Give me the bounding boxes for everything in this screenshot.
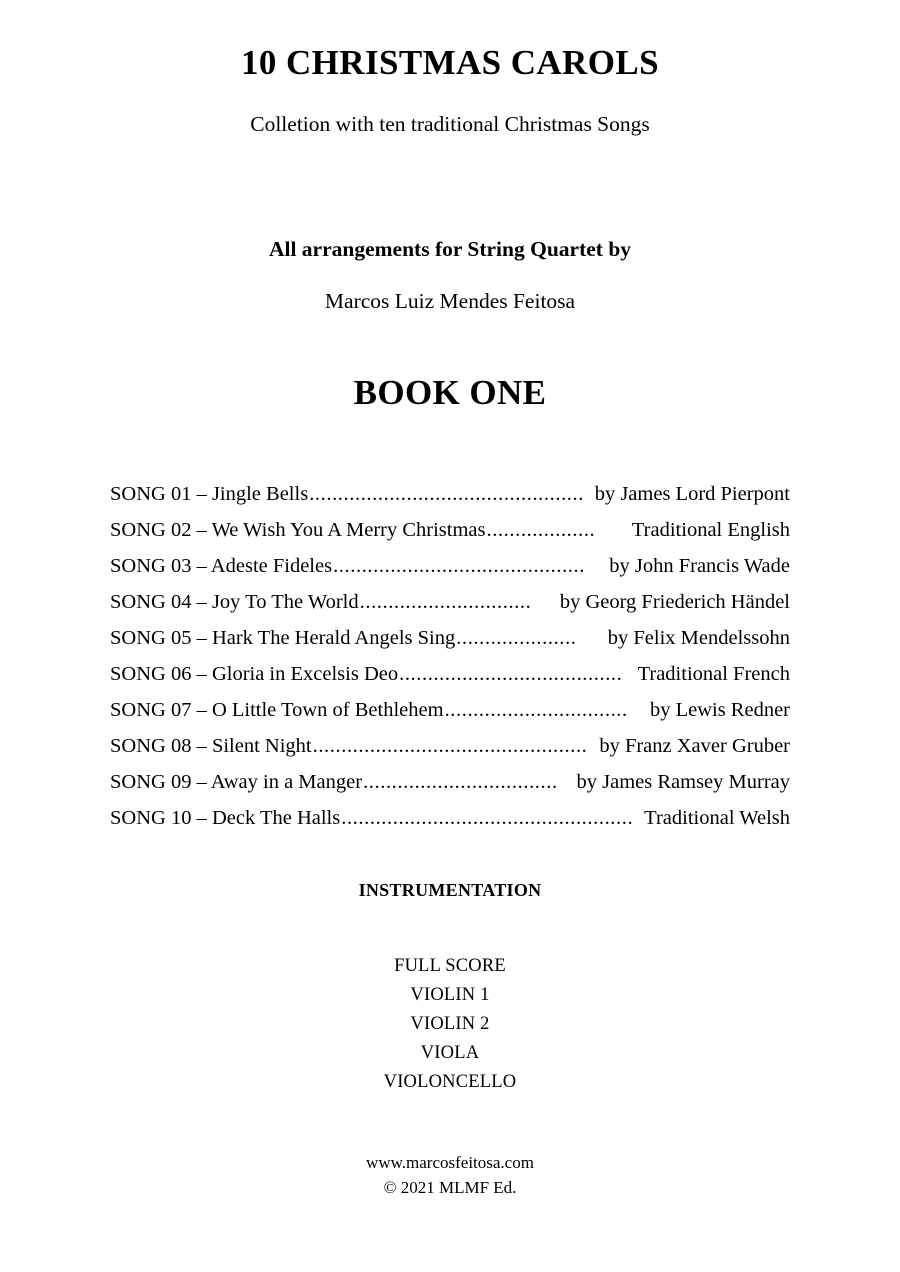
leader-dots: ................................................ [312,735,588,757]
song-author: by Felix Mendelssohn [607,627,790,649]
instrumentation-item: VIOLONCELLO [383,1072,517,1092]
page-subtitle: Colletion with ten traditional Christmas Songs [250,112,650,136]
leader-dots: ..................... [456,627,577,649]
copyright-text: © 2021 MLMF Ed. [383,1178,517,1197]
song-label: SONG 05 – Hark The Herald Angels Sing [110,627,456,649]
book-title: BOOK ONE [353,373,547,412]
song-author: Traditional English [631,519,790,541]
page-title: 10 CHRISTMAS CAROLS [241,43,659,82]
song-list-item [110,692,790,728]
song-label: SONG 04 – Joy To The World [110,591,359,613]
arrangement-credit-line: All arrangements for String Quartet by [268,237,632,261]
leader-dots: ................................................... [341,807,634,829]
instrumentation-item: FULL SCORE [394,956,506,976]
leader-dots: ................................ [444,699,628,721]
instrumentation-list [0,952,900,1097]
song-list-item [110,476,790,512]
song-list-item [110,656,790,692]
song-list-item [110,800,790,836]
song-label: SONG 08 – Silent Night [110,735,312,757]
song-author: by James Lord Pierpont [594,483,790,505]
instrumentation-item: VIOLIN 2 [410,1014,490,1034]
song-label: SONG 03 – Adeste Fideles [110,555,333,577]
song-author: by Franz Xaver Gruber [599,735,790,757]
song-label: SONG 10 – Deck The Halls [110,807,341,829]
leader-dots: .............................. [359,591,532,613]
song-author: by James Ramsey Murray [576,771,790,793]
song-list-item [110,548,790,584]
arranger-name: Marcos Luiz Mendes Feitosa [324,289,576,313]
leader-dots: ............................................ [333,555,585,577]
song-author: Traditional French [637,663,790,685]
song-list-item [110,764,790,800]
song-label: SONG 06 – Gloria in Excelsis Deo [110,663,399,685]
song-author: by John Francis Wade [609,555,790,577]
song-label: SONG 07 – O Little Town of Bethlehem [110,699,444,721]
song-list-item [110,512,790,548]
song-label: SONG 09 – Away in a Manger [110,771,363,793]
leader-dots: ................................................ [309,483,584,505]
instrumentation-item: VIOLA [420,1043,480,1063]
leader-dots: ....................................... [399,663,623,685]
song-author: by Georg Friederich Händel [559,591,790,613]
instrumentation-heading: INSTRUMENTATION [358,880,542,900]
song-list-item [110,584,790,620]
website-text: www.marcosfeitosa.com [366,1153,534,1172]
leader-dots: .................................. [363,771,558,793]
song-label: SONG 01 – Jingle Bells [110,483,309,505]
song-label: SONG 02 – We Wish You A Merry Christmas [110,519,486,541]
instrumentation-item: VIOLIN 1 [410,985,490,1005]
song-author: by Lewis Redner [649,699,790,721]
song-list-item [110,728,790,764]
leader-dots: ................... [486,519,596,541]
page-footer [0,1150,900,1200]
song-list [110,476,790,836]
song-list-item [110,620,790,656]
song-author: Traditional Welsh [644,807,790,829]
